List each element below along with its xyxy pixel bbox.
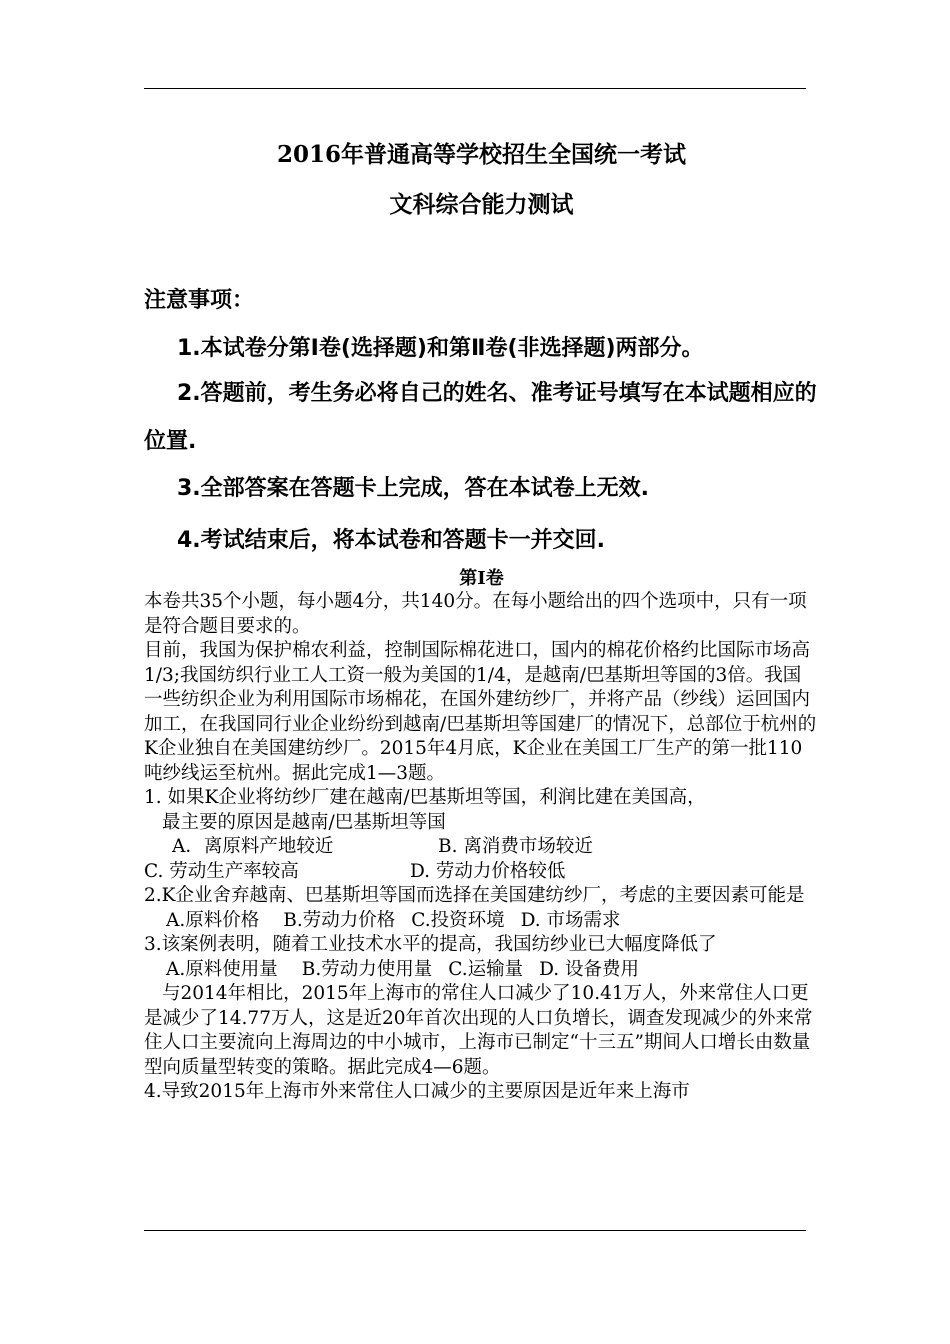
option-d: D. 市场需求 bbox=[520, 909, 621, 931]
document-content bbox=[144, 130, 819, 1105]
note-item: 3.全部答案在答题卡上完成，答在本试卷上无效. bbox=[177, 476, 650, 501]
note-item: 1.本试卷分第Ⅰ卷(选择题)和第Ⅱ卷(非选择题)两部分。 bbox=[177, 336, 704, 361]
question-3-stem: 3.该案例表明，随着工业技术水平的提高，我国纺纱业已大幅度降低了 bbox=[144, 934, 717, 955]
option-d: D. 设备费用 bbox=[539, 958, 640, 980]
notes-heading: 注意事项： bbox=[144, 288, 255, 313]
note-item: 4.考试结束后，将本试卷和答题卡一并交回. bbox=[177, 528, 606, 553]
option-c: C. 劳动生产率较高 bbox=[144, 860, 299, 882]
question-1-stem: 1. 如果K企业将纺纱厂建在越南/巴基斯坦等国，利润比建在美国高， bbox=[144, 787, 706, 808]
section-title: 第Ⅰ卷 bbox=[459, 568, 504, 589]
footer-rule bbox=[144, 1230, 806, 1231]
option-b: B.劳动力使用量 bbox=[301, 958, 433, 980]
passage-1: 目前，我国为保护棉农利益，控制国际棉花进口，国内的棉花价格约比国际市场高1/3;我国纺织行业工人工资一般为美国的1/4，是越南/巴基斯坦等国的3倍。我国一些纺织企业为利用国际市场棉花，在国外建纺纱厂，并将产品（纱线）运回国内加工，在我国同行业企业纷纷到越南/巴基斯坦等国建厂的情况下，总部位于杭州的K企业独自在美国建纺纱厂。2015年4月底，K企业在美国工厂生产的第一批110吨纱线运至杭州。据此完成1—3题。 bbox=[144, 640, 817, 784]
option-a: A.原料使用量 bbox=[166, 958, 278, 980]
question-2-options-row bbox=[144, 909, 819, 934]
option-c: C.运输量 bbox=[448, 958, 524, 980]
instructions: 本卷共35个小题，每小题4分，共140分。在每小题给出的四个选项中，只有一项是符合题目要求的。 bbox=[144, 591, 807, 637]
question-1-stem-continued: 最主要的原因是越南/巴基斯坦等国 bbox=[162, 811, 446, 833]
option-a: A.原料价格 bbox=[166, 909, 260, 931]
option-c: C.投资环境 bbox=[411, 909, 505, 931]
option-d: D. 劳动力价格较低 bbox=[410, 860, 566, 882]
question-1-options-row bbox=[144, 860, 819, 885]
question-3-options-row bbox=[144, 958, 819, 983]
option-a: A．离原料产地较近 bbox=[172, 836, 334, 857]
note-item: 2.答题前，考生务必将自己的姓名、准考证号填写在本试题相应的位置. bbox=[144, 381, 817, 454]
question-4-stem: 4.导致2015年上海市外来常住人口减少的主要原因是近年来上海市 bbox=[144, 1081, 690, 1102]
passage-2: 与2014年相比，2015年上海市的常住人口减少了10.41万人，外来常住人口更是减少了14.77万人，这是近20年首次出现的人口负增长，调查发现减少的外来常住人口主要流向上海周边的中小城市，上海市已制定“十三五”期间人口增长由数量型向质量型转变的策略。据此完成4—6题。 bbox=[144, 983, 813, 1078]
header-rule bbox=[144, 88, 806, 89]
option-b: B. 离消费市场较近 bbox=[438, 836, 593, 857]
question-2-stem: 2.K企业舍弃越南、巴基斯坦等国而选择在美国建纺纱厂，考虑的主要因素可能是 bbox=[144, 885, 805, 906]
question-1-options-row bbox=[144, 835, 819, 860]
exam-title: 2016年普通高等学校招生全国统一考试 bbox=[276, 141, 686, 168]
option-b: B.劳动力价格 bbox=[283, 909, 396, 931]
exam-subtitle: 文科综合能力测试 bbox=[389, 191, 574, 218]
